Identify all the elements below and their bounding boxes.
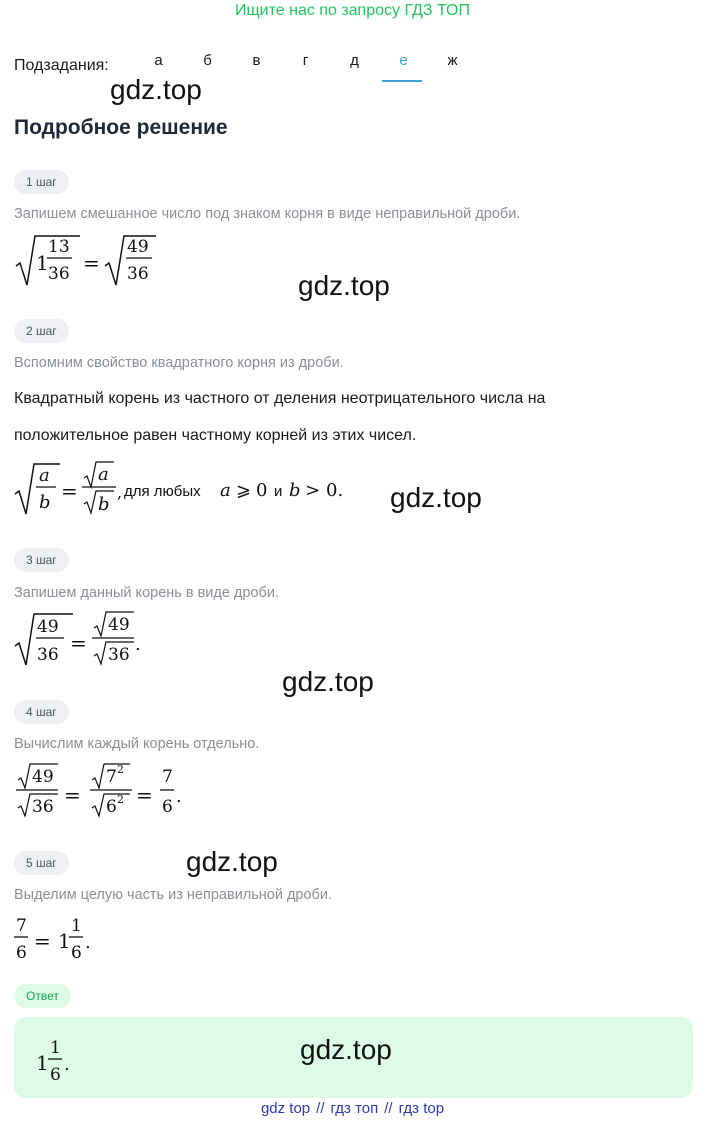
step-5-formula [10, 910, 130, 966]
svg-text:⩾: ⩾ [236, 480, 252, 501]
watermark: gdz.top [110, 74, 202, 105]
svg-text:b: b [98, 494, 110, 515]
step-2-formula [10, 458, 360, 520]
answer-formula [34, 1036, 94, 1090]
watermark: gdz.top [300, 1034, 392, 1065]
subtask-tab-d[interactable]: д [350, 52, 359, 69]
svg-text:49: 49 [127, 237, 149, 257]
svg-text:b: b [39, 492, 51, 513]
footer-separator: // [384, 1100, 393, 1117]
svg-text:7: 7 [162, 767, 173, 787]
svg-text:6: 6 [16, 943, 27, 963]
step-2-inline-text: для любых [124, 483, 201, 500]
watermark: gdz.top [298, 270, 390, 301]
svg-text:7: 7 [106, 767, 117, 787]
svg-text:=: = [136, 783, 153, 807]
svg-text:=: = [34, 929, 51, 953]
svg-text:2: 2 [117, 763, 124, 776]
svg-text:6: 6 [50, 1065, 61, 1085]
svg-text:1: 1 [50, 1038, 61, 1058]
svg-text:a: a [220, 480, 231, 501]
svg-text:2: 2 [117, 793, 124, 806]
subtasks-nav [14, 50, 477, 82]
subtask-tab-zh[interactable]: ж [447, 52, 458, 69]
svg-text:6: 6 [106, 797, 117, 817]
svg-text:=: = [83, 251, 100, 275]
step-3-note: Запишем данный корень в виде дроби. [14, 585, 279, 601]
svg-text:36: 36 [48, 264, 70, 284]
step-2-note: Вспомним свойство квадратного корня из дроби. [14, 355, 344, 371]
subtasks-label: Подзадания: [14, 57, 109, 74]
svg-text:0.: 0. [326, 480, 344, 501]
footer-link-2[interactable]: гдз топ [330, 1100, 379, 1117]
footer-separator: // [316, 1100, 325, 1117]
subtask-tab-a[interactable]: а [154, 52, 163, 69]
svg-text:1: 1 [36, 251, 49, 275]
subtask-tab-e[interactable]: е [379, 50, 428, 82]
answer-badge: Ответ [14, 984, 71, 1008]
watermark: gdz.top [186, 846, 278, 877]
watermark: gdz.top [282, 666, 374, 697]
step-1-badge: 1 шаг [14, 170, 69, 194]
subtask-tab-g[interactable]: г [302, 52, 309, 69]
solution-heading: Подробное решение [14, 116, 228, 139]
svg-text:36: 36 [37, 645, 59, 665]
step-2-badge: 2 шаг [14, 319, 69, 343]
svg-text:13: 13 [48, 237, 70, 257]
step-1-note: Запишем смешанное число под знаком корня в виде неправильной дроби. [14, 206, 521, 222]
svg-text:a: a [98, 464, 109, 485]
svg-text:36: 36 [32, 797, 54, 817]
footer-link-3[interactable]: гдз top [398, 1100, 445, 1117]
svg-text:36: 36 [108, 645, 130, 665]
footer-links [0, 1100, 705, 1117]
svg-text:.: . [85, 932, 91, 953]
subtask-tab-b[interactable]: б [203, 52, 212, 69]
svg-text:и: и [274, 483, 283, 500]
svg-text:.: . [135, 634, 141, 655]
watermark: gdz.top [390, 482, 482, 513]
step-5-badge: 5 шаг [14, 851, 69, 875]
step-4-note: Вычислим каждый корень отдельно. [14, 736, 260, 752]
svg-text:=: = [61, 479, 78, 503]
step-4-badge: 4 шаг [14, 700, 69, 724]
step-3-formula [10, 608, 180, 670]
footer-link-1[interactable]: gdz top [260, 1100, 311, 1117]
svg-text:.: . [64, 1054, 70, 1075]
svg-text:.: . [176, 786, 182, 807]
svg-text:,: , [117, 483, 123, 502]
search-hint-banner: Ищите нас по запросу ГДЗ ТОП [235, 2, 470, 19]
subtask-tab-v[interactable]: в [252, 52, 261, 69]
svg-text:6: 6 [162, 797, 173, 817]
step-1-formula [10, 230, 180, 290]
svg-text:49: 49 [32, 767, 54, 787]
step-2-text-line-2: положительное равен частному корней из этих чисел. [14, 427, 417, 444]
svg-text:1: 1 [71, 916, 82, 936]
svg-text:0: 0 [256, 480, 268, 501]
svg-text:49: 49 [108, 615, 130, 635]
svg-text:1: 1 [36, 1051, 49, 1075]
svg-text:a: a [39, 465, 50, 486]
step-3-badge: 3 шаг [14, 548, 69, 572]
svg-text:>: > [305, 480, 321, 501]
step-2-text-line-1: Квадратный корень из частного от деления неотрицательного числа на [14, 390, 546, 407]
step-4-formula [10, 760, 210, 822]
svg-text:36: 36 [127, 264, 149, 284]
svg-text:1: 1 [58, 929, 71, 953]
svg-text:=: = [64, 783, 81, 807]
svg-text:b: b [289, 480, 301, 501]
svg-text:49: 49 [37, 617, 59, 637]
svg-text:6: 6 [71, 943, 82, 963]
step-5-note: Выделим целую часть из неправильной дроби. [14, 887, 332, 903]
svg-text:=: = [70, 631, 87, 655]
svg-text:7: 7 [16, 916, 27, 936]
